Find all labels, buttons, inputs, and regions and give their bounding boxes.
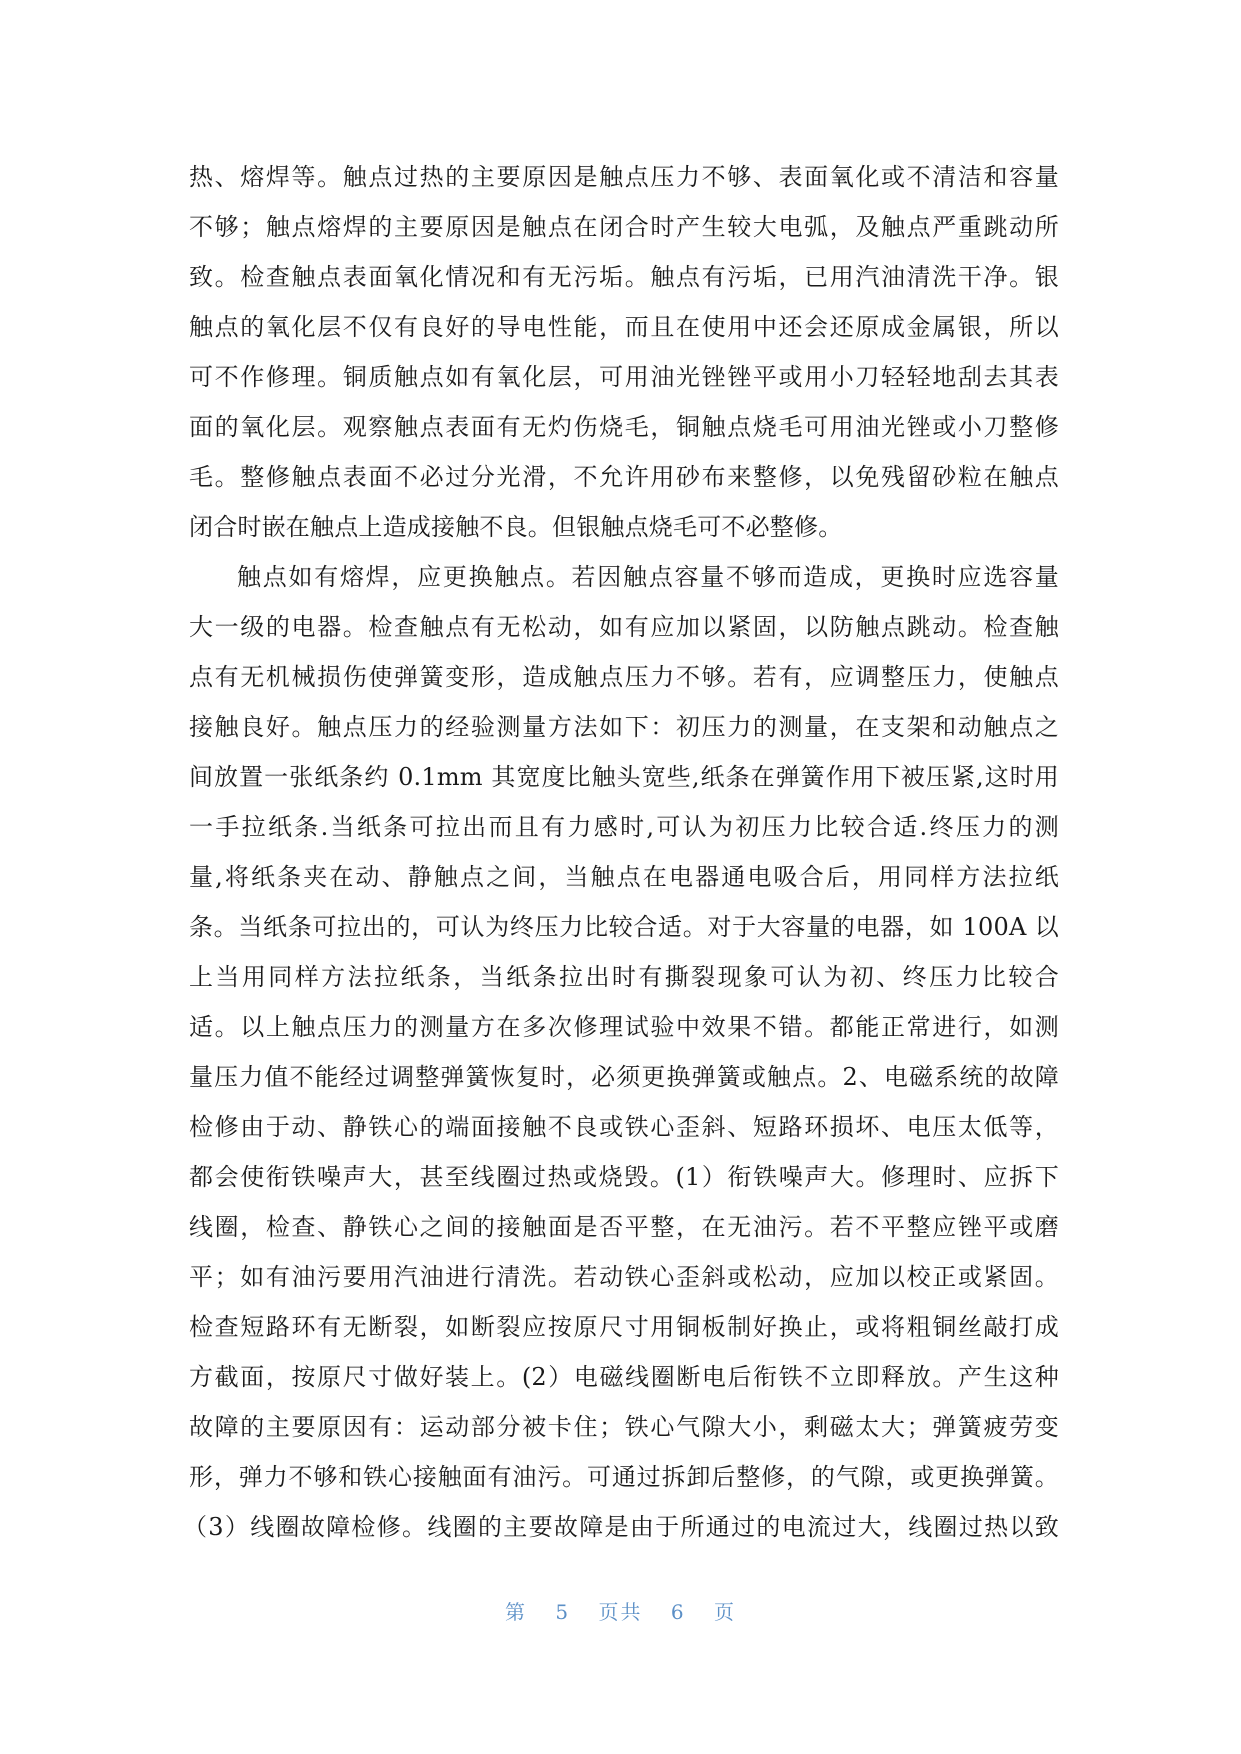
text-line: 方截面，按原尺寸做好装上。(2）电磁线圈断电后衔铁不立即释放。产生这种 (189, 1363, 1059, 1391)
text-line: （3）线圈故障检修。线圈的主要故障是由于所通过的电流过大，线圈过热以致 (183, 1513, 1059, 1541)
text-line: 不够；触点熔焊的主要原因是触点在闭合时产生较大电弧，及触点严重跳动所 (189, 213, 1059, 241)
text-line: 线圈，检查、静铁心之间的接触面是否平整，在无油污。若不平整应锉平或磨 (189, 1213, 1059, 1241)
text-line: 都会使衔铁噪声大，甚至线圈过热或烧毁。(1）衔铁噪声大。修理时、应拆下 (189, 1163, 1059, 1191)
text-line: 故障的主要原因有：运动部分被卡住；铁心气隙大小，剩磁太大；弹簧疲劳变 (189, 1413, 1059, 1441)
total-pages-number: 6 (670, 1600, 686, 1624)
text-line: 接触良好。触点压力的经验测量方法如下：初压力的测量，在支架和动触点之 (189, 713, 1059, 741)
text-line: 平；如有油污要用汽油进行清洗。若动铁心歪斜或松动，应加以校正或紧固。 (189, 1263, 1059, 1291)
text-line: 适。以上触点压力的测量方在多次修理试验中效果不错。都能正常进行，如测 (189, 1013, 1059, 1041)
text-line: 热、熔焊等。触点过热的主要原因是触点压力不够、表面氧化或不清洁和容量 (189, 163, 1059, 191)
text-line: 触点如有熔焊，应更换触点。若因触点容量不够而造成，更换时应选容量 (237, 563, 1059, 591)
page-label-suffix: 页 (713, 1600, 736, 1624)
text-line: 量,将纸条夹在动、静触点之间，当触点在电器通电吸合后，用同样方法拉纸 (189, 863, 1059, 891)
page-label-prefix: 第 (505, 1600, 528, 1624)
text-line: 可不作修理。铜质触点如有氧化层，可用油光锉锉平或用小刀轻轻地刮去其表 (189, 363, 1059, 391)
text-line: 条。当纸条可拉出的，可认为终压力比较合适。对于大容量的电器，如 100A 以 (189, 913, 1059, 941)
text-line: 致。检查触点表面氧化情况和有无污垢。触点有污垢，已用汽油清洗干净。银 (189, 263, 1059, 291)
text-line: 触点的氧化层不仅有良好的导电性能，而且在使用中还会还原成金属银，所以 (189, 313, 1059, 341)
text-line: 面的氧化层。观察触点表面有无灼伤烧毛，铜触点烧毛可用油光锉或小刀整修 (189, 413, 1059, 441)
text-line: 间放置一张纸条约 0.1mm 其宽度比触头宽些,纸条在弹簧作用下被压紧,这时用 (189, 763, 1059, 791)
text-line: 点有无机械损伤使弹簧变形，造成触点压力不够。若有，应调整压力，使触点 (189, 663, 1059, 691)
text-line: 一手拉纸条.当纸条可拉出而且有力感时,可认为初压力比较合适.终压力的测 (189, 813, 1059, 841)
text-line: 形，弹力不够和铁心接触面有油污。可通过拆卸后整修，的气隙，或更换弹簧。 (189, 1463, 1059, 1491)
document-body (183, 152, 1059, 1552)
text-line: 闭合时嵌在触点上造成接触不良。但银触点烧毛可不必整修。 (189, 513, 843, 541)
text-line: 大一级的电器。检查触点有无松动，如有应加以紧固，以防触点跳动。检查触 (189, 613, 1059, 641)
text-line: 量压力值不能经过调整弹簧恢复时，必须更换弹簧或触点。2、电磁系统的故障 (189, 1063, 1059, 1091)
text-line: 检修由于动、静铁心的端面接触不良或铁心歪斜、短路环损坏、电压太低等， (189, 1113, 1059, 1141)
page-number-footer (0, 1596, 1241, 1636)
text-line: 毛。整修触点表面不必过分光滑，不允许用砂布来整修，以免残留砂粒在触点 (189, 463, 1059, 491)
text-line: 上当用同样方法拉纸条，当纸条拉出时有撕裂现象可认为初、终压力比较合 (189, 963, 1059, 991)
text-line: 检查短路环有无断裂，如断裂应按原尺寸用铜板制好换止，或将粗铜丝敲打成 (189, 1313, 1059, 1341)
page-label-mid: 页共 (598, 1600, 643, 1624)
current-page-number: 5 (555, 1600, 571, 1624)
